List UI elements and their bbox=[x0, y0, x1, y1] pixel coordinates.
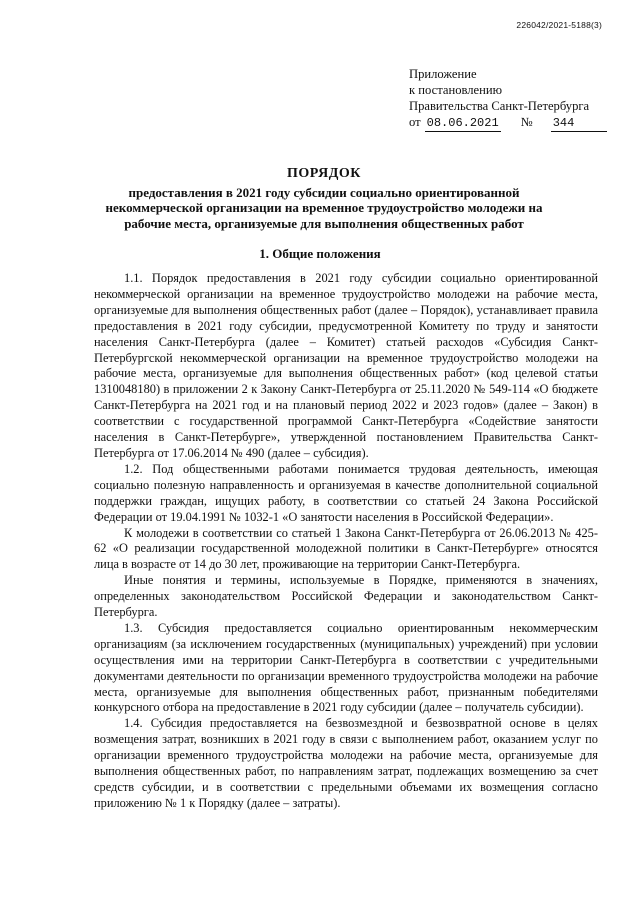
paragraph: 1.1. Порядок предоставления в 2021 году субсидии социально ориентированной некоммерческой организации на временное трудоустройство молодежи на рабочие места, организуемые для выполнения общественных работ (далее – Порядок), устанавливает правила предоставления в 2021 году субсидии, предусмотренной Комитету по труду и занятости населения Санкт-Петербурга (далее – Комитет) статьей расходов «Субсидия Санкт-Петербургской некоммерческой организации на временное трудоустройство молодежи на рабочие места, организуемые для выполнения общественных работ» (код целевой статьи 1310048180) в приложении 2 к Закону Санкт-Петербурга от 25.11.2020 № 549-114 «О бюджете Санкт-Петербурга на 2021 год и на плановый период 2022 и 2023 годов» (далее – Закон) в соответствии с государственной программой Санкт-Петербурга «Содействие занятости населения в Санкт-Петербурге», утвержденной постановлением Правительства Санкт-Петербурга от 17.06.2014 № 490 (далее – субсидия). bbox=[94, 271, 598, 460]
title-subtitle: предоставления в 2021 году субсидии социально ориентированной некоммерческой организации на временное трудоустройство молодежи на рабочие места, организуемые для выполнения общественных работ bbox=[105, 184, 543, 231]
paragraph: Иные понятия и термины, используемые в Порядке, применяются в значениях, определенных законодательством Российской Федерации и законодательством Санкт-Петербурга. bbox=[94, 573, 598, 620]
appendix-block bbox=[409, 66, 607, 132]
appendix-to-resolution: к постановлению bbox=[409, 83, 503, 97]
appendix-government: Правительства Санкт-Петербурга bbox=[409, 99, 590, 113]
paragraph: 1.4. Субсидия предоставляется на безвозмездной и безвозвратной основе в целях возмещения затрат, возникших в 2021 году в связи с выполнением работ, оказанием услуг по организации временного трудоустройства молодежи на рабочие места, организуемые для выполнения общественных работ, по направлениям затрат, подлежащих возмещению за счет средств субсидии, и в соответствии с предельными объемами их возмещения согласно приложению № 1 к Порядку (далее – затраты). bbox=[94, 716, 598, 810]
number-prefix: № bbox=[520, 115, 533, 129]
date-prefix: от bbox=[409, 115, 421, 129]
resolution-date: 08.06.2021 bbox=[426, 116, 499, 130]
title-main: ПОРЯДОК bbox=[287, 166, 361, 181]
document-body bbox=[94, 271, 598, 812]
section-heading: 1. Общие положения bbox=[259, 246, 381, 261]
document-id: 226042/2021-5188(3) bbox=[516, 20, 602, 30]
document-title bbox=[94, 166, 554, 231]
paragraph: 1.2. Под общественными работами понимается трудовая деятельность, имеющая социально полезную направленность и организуемая в качестве дополнительной социальной поддержки граждан, ищущих работу, в соответствии со статьей 24 Закона Российской Федерации от 19.04.1991 № 1032-1 «О занятости населения в Российской Федерации». bbox=[94, 461, 598, 524]
resolution-number: 344 bbox=[551, 115, 607, 132]
appendix-label: Приложение bbox=[409, 67, 477, 81]
appendix-date-line bbox=[409, 114, 607, 132]
paragraph: К молодежи в соответствии со статьей 1 Закона Санкт-Петербурга от 26.06.2013 № 425-62 «О реализации государственной молодежной политики в Санкт-Петербурге» относятся лица в возрасте от 14 до 30 лет, проживающие на территории Санкт-Петербурга. bbox=[94, 525, 598, 572]
paragraph: 1.3. Субсидия предоставляется социально ориентированным некоммерческим организациям (за исключением государственных (муниципальных) учреждений) при условии осуществления ими на территории Санкт-Петербурга в соответствии с учредительными документами деятельности по организации временного трудоустройства молодежи на рабочие места, организуемые для выполнения общественных работ, признанным победителями конкурсного отбора на предоставление в 2021 году субсидии (далее – получатель субсидии). bbox=[94, 620, 598, 715]
